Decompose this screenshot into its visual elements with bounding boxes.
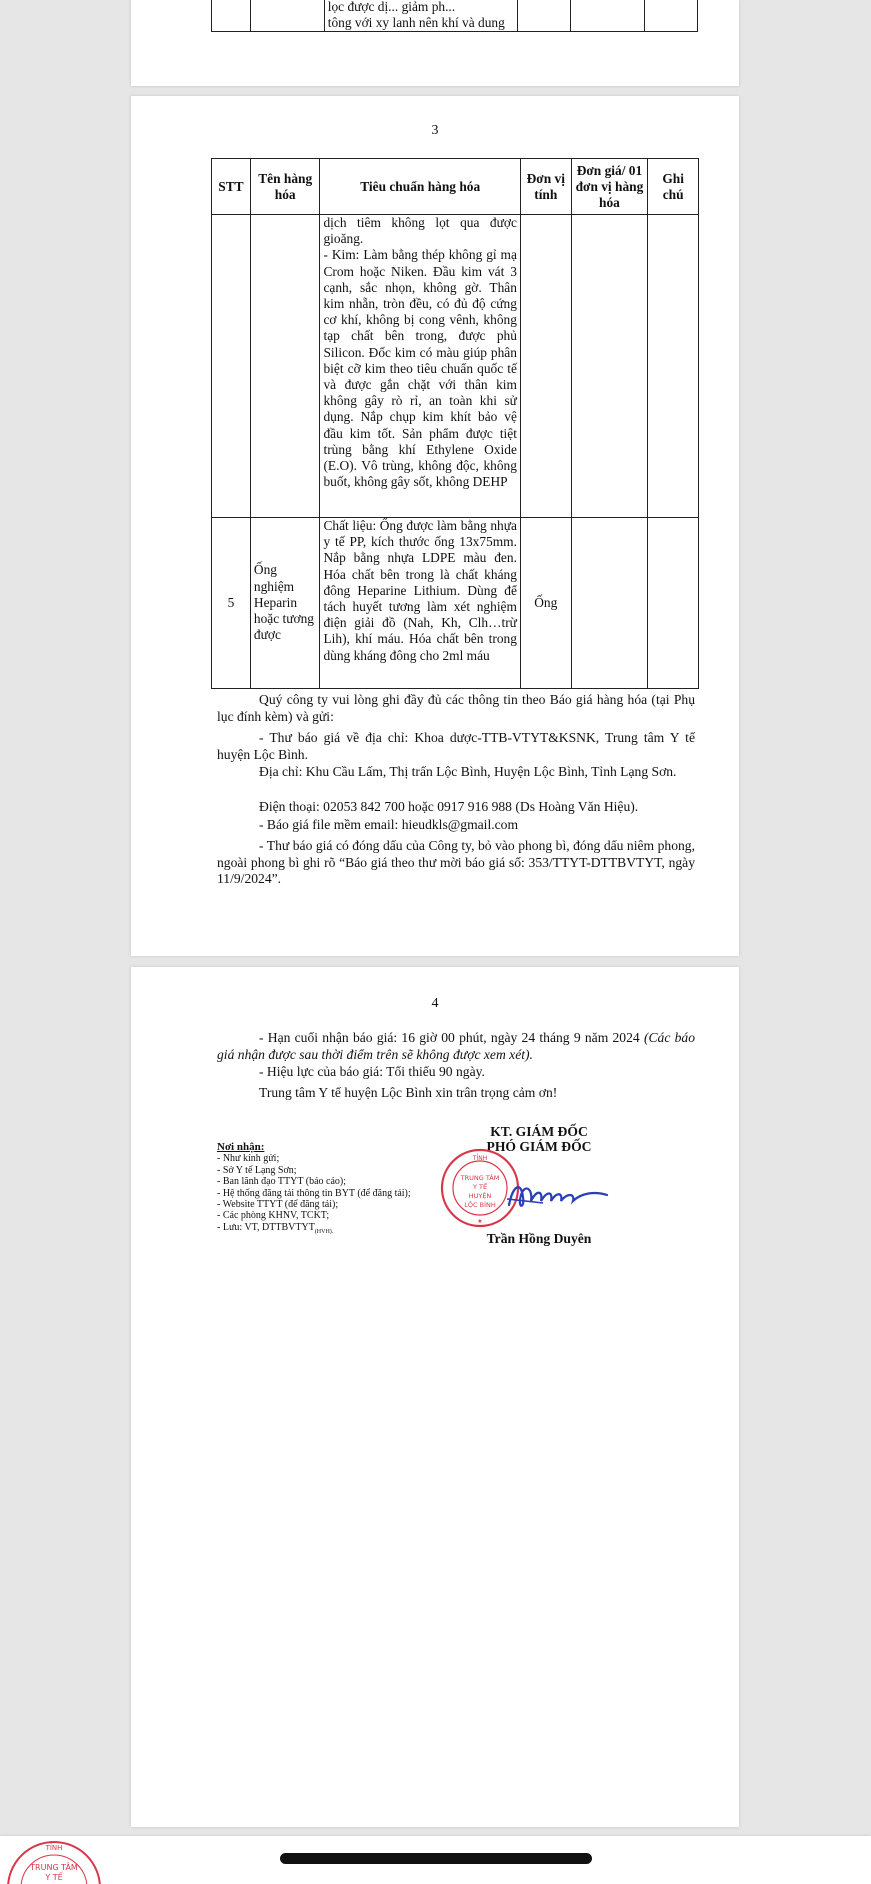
svg-text:★: ★ [477, 1219, 483, 1225]
page-number: 4 [431, 996, 439, 1011]
svg-text:TRUNG TÂM: TRUNG TÂM [460, 1174, 500, 1182]
instruction-para: - Thư báo giá có đóng dấu của Công ty, bỏ vào phong bì, đóng dấu niêm phong, ngoài phong bì ghi rõ “Báo giá theo thư mời báo giá số: 353/TTYT-DTTBVTYT, ngày 11/9/2024”. [217, 838, 695, 887]
receivers-block [217, 1142, 411, 1238]
name-cell: Ống nghiệm Heparin hoặc tương được [250, 518, 320, 689]
spec-table-fragment [211, 0, 698, 32]
svg-text:LỘC BÌNH: LỘC BÌNH [464, 1201, 496, 1209]
col-price: Đơn giá/ 01 đơn vị hàng hóa [571, 159, 648, 215]
spec-cell: Chất liệu: Ống được làm bằng nhựa y tế PP, kích thước ống 13x75mm. Nắp bằng nhựa LDPE màu đen. Hóa chất bên trong là chất kháng đông Heparine Lithium. Dùng để tách huyết tương làm xét nghiệm điện giải đồ (Nah, Kh, Clh…trừ Lih), khí máu. Hóa chất bên trong dùng kháng đông cho 2ml máu [320, 518, 520, 689]
fragment-line: tông với xy lanh nên khí và dung [327, 15, 505, 31]
thanks-para: Trung tâm Y tế huyện Lộc Bình xin trân trọng cảm ơn! [259, 1085, 558, 1100]
page-4 [131, 967, 739, 1827]
unit-cell: Ống [520, 518, 571, 689]
receiver-item: - Các phòng KHNV, TCKT; [217, 1210, 330, 1222]
table-header-row [212, 159, 699, 215]
receiver-item: - Hệ thống đăng tải thông tin BYT (để đăng tải); [217, 1187, 411, 1199]
instruction-para: Quý công ty vui lòng ghi đầy đủ các thông tin theo Báo giá hàng hóa (tại Phụ lục đính kèm) và gửi: [217, 692, 695, 724]
svg-text:TRUNG TÂM: TRUNG TÂM [30, 1863, 78, 1872]
spec-table [211, 158, 699, 689]
col-stt: STT [212, 159, 251, 215]
instruction-para: Địa chỉ: Khu Cầu Lấm, Thị trấn Lộc Bình, Huyện Lộc Bình, Tỉnh Lạng Sơn. [259, 764, 677, 779]
receiver-item: - Lưu: VT, $DTTBVTYT_{(HVH).}$ [217, 1221, 334, 1235]
receiver-item: - Ban lãnh đạo TTYT (báo cáo); [217, 1176, 347, 1188]
deadline-note: (Các báo giá nhận được sau thời điểm trên sẽ không được xem xét). [217, 1030, 695, 1062]
stamp-fragment [4, 1838, 104, 1884]
instruction-para: Điện thoại: 02053 842 700 hoặc 0917 916 988 (Ds Hoàng Văn Hiệu). [259, 799, 639, 814]
page-2-fragment [131, 0, 739, 86]
col-spec: Tiêu chuẩn hàng hóa [320, 159, 520, 215]
sign-title: PHÓ GIÁM ĐỐC [486, 1139, 592, 1154]
svg-text:HUYỆN: HUYỆN [468, 1192, 492, 1200]
home-indicator[interactable] [280, 1853, 592, 1864]
instruction-para: - Báo giá file mềm email: hieudkls@gmail.com [259, 817, 519, 832]
validity-para: - Hiệu lực của báo giá: Tối thiểu 90 ngày. [259, 1064, 485, 1079]
fragment-line: lọc được dị... giảm ph... [327, 0, 456, 14]
receivers-title: Nơi nhận: [217, 1141, 265, 1153]
page-number: 3 [431, 123, 439, 138]
col-name: Tên hàng hóa [250, 159, 320, 215]
stt-cell: 5 [212, 518, 251, 689]
svg-text:TỈNH: TỈNH [472, 1155, 488, 1162]
receiver-item: - Website TTYT (để đăng tải); [217, 1199, 339, 1211]
table-row [212, 518, 699, 689]
svg-text:TỈNH: TỈNH [45, 1844, 63, 1852]
receiver-item: - Như kính gửi; [217, 1153, 280, 1165]
col-note: Ghi chú [648, 159, 699, 215]
receiver-item: - Sở Y tế Lạng Sơn; [217, 1164, 297, 1176]
sign-kt: KT. GIÁM ĐỐC [490, 1124, 588, 1139]
svg-text:Y TẾ: Y TẾ [472, 1183, 488, 1191]
signature-image [503, 1175, 613, 1215]
signer-name: Trần Hồng Duyên [486, 1231, 592, 1246]
table-row [212, 215, 699, 518]
instruction-para: - Thư báo giá về địa chỉ: Khoa dược-TTB-VTYT&KSNK, Trung tâm Y tế huyện Lộc Bình. [217, 730, 695, 762]
spec-cell: dịch tiêm không lọt qua được gioăng. - Kim: Làm bằng thép không gỉ mạ Crom hoặc Niken. Đầu kim vát 3 cạnh, sắc nhọn, không gờ. Thân kim nhẵn, tròn đều, có đủ độ cứng cơ khí, không bị cong vênh, không tạp chất bên trong, được phủ Silicon. Đốc kim có màu giúp phân biệt cỡ kim theo tiêu chuẩn quốc tế và được gắn chặt với thân kim không gây rò rỉ, an toàn khi sử dụng. Nắp chụp kim khít bảo vệ đầu kim tốt. Sản phẩm được tiệt trùng bằng khí Ethylene Oxide (E.O). Vô trùng, không độc, không buốt, không gây sốt, không DEHP [320, 215, 520, 518]
col-unit: Đơn vị tính [520, 159, 571, 215]
deadline-para [217, 1030, 695, 1063]
page-3 [131, 96, 739, 956]
deadline-text: - Hạn cuối nhận báo giá: 16 giờ 00 phút, ngày 24 tháng 9 năm 2024 [259, 1030, 640, 1045]
svg-text:Y TẾ: Y TẾ [45, 1873, 63, 1882]
